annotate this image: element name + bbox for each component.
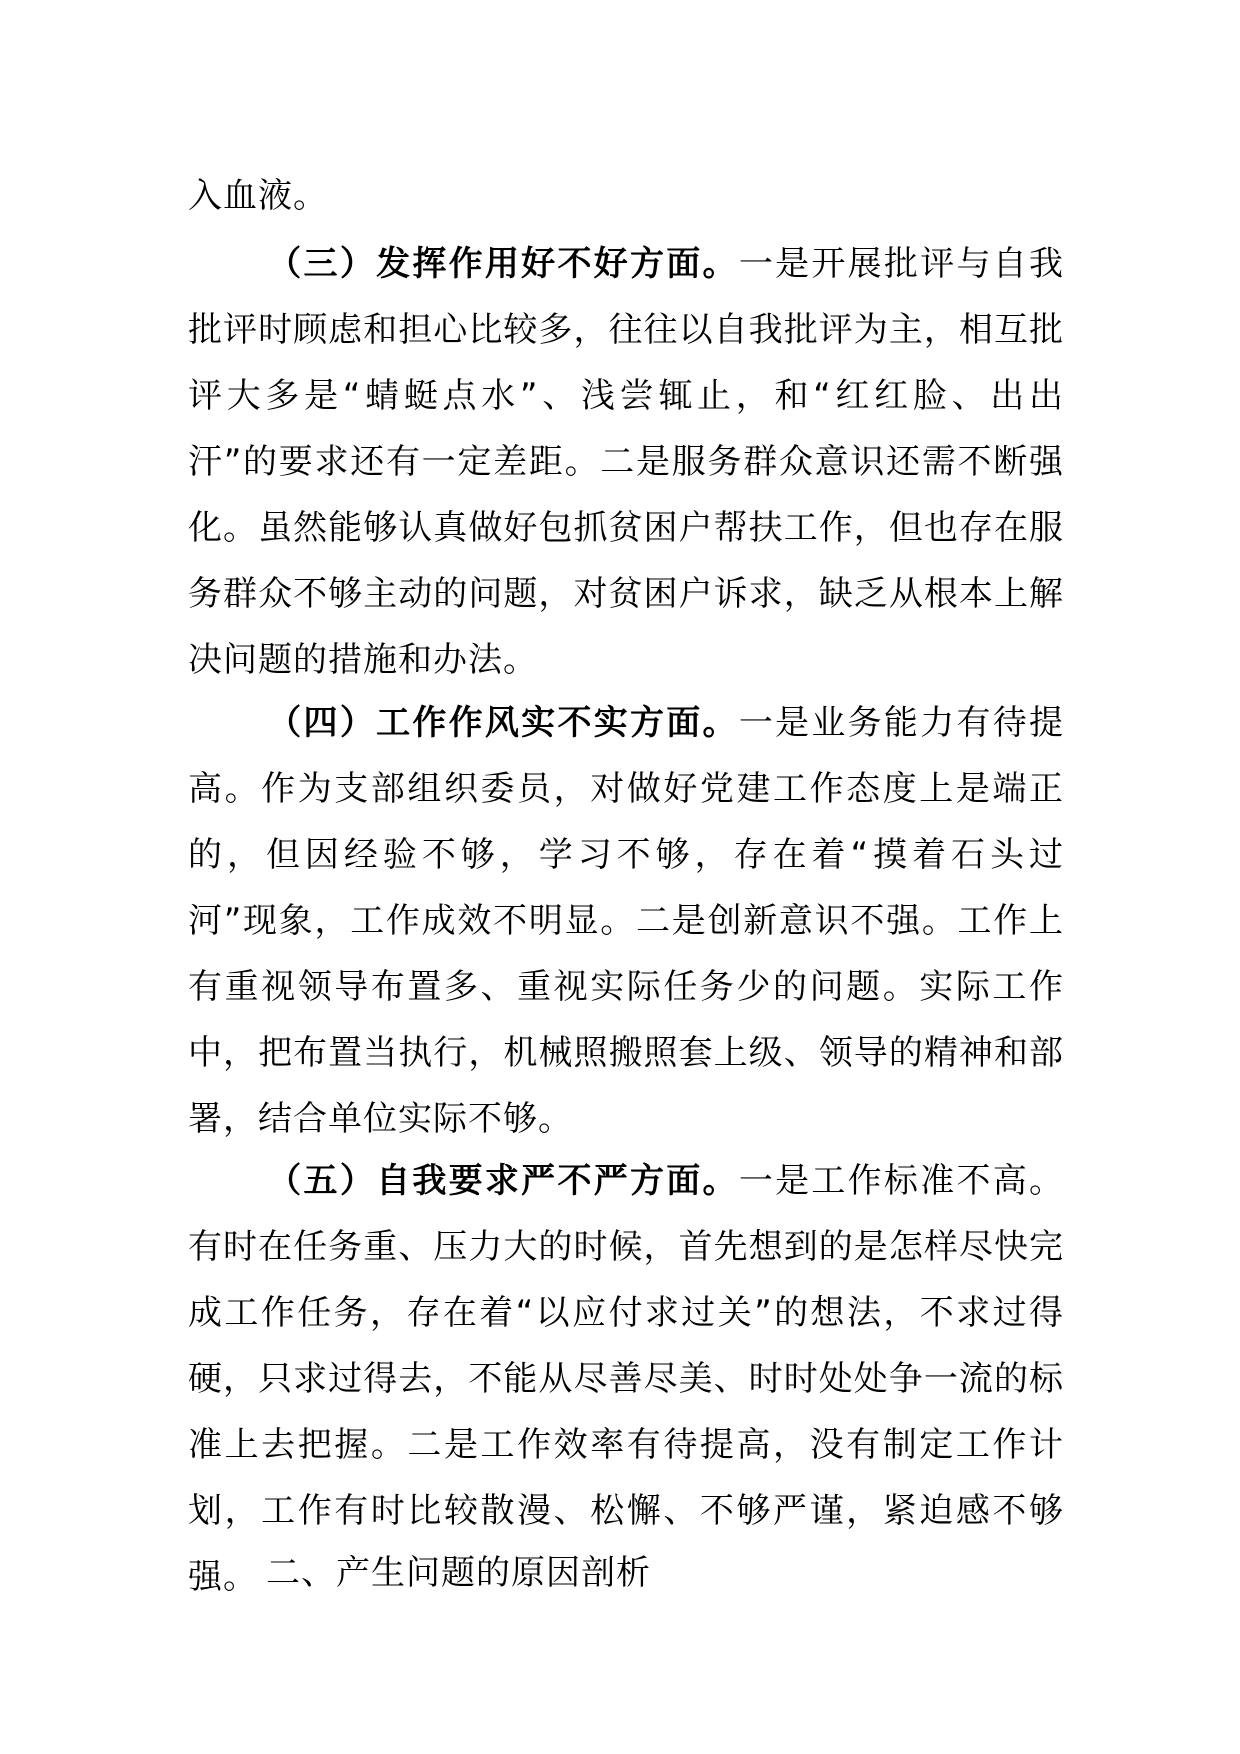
- paragraph-section-4: [188, 690, 1064, 1152]
- paragraph-section-3: [188, 231, 1064, 693]
- paragraph-continuation: [188, 163, 1064, 229]
- section-heading: （四）工作作风实不实方面。: [266, 703, 739, 743]
- chapter-heading: [188, 1540, 1064, 1606]
- paragraph-text: 入血液。: [188, 176, 328, 216]
- paragraph-text: 一是工作标准不高。有时在任务重、压力大的时候，首先想到的是怎样尽快完成工作任务，存在着“以应付求过关”的想法，不求过得硬，只求过得去，不能从尽善尽美、时时处处争一流的标准上去把握。二是工作效率有待提高，没有制定工作计划，工作有时比较散漫、松懈、不够严谨，紧迫感不够强。: [188, 1161, 1065, 1597]
- section-heading: （五）自我要求严不严方面。: [266, 1161, 739, 1201]
- chapter-heading-text: 二、产生问题的原因剖析: [266, 1553, 651, 1593]
- paragraph-text: 一是开展批评与自我批评时顾虑和担心比较多，往往以自我批评为主，相互批评大多是“蜻蜓点水”、浅尝辄止，和“红红脸、出出汗”的要求还有一定差距。二是服务群众意识还需不断强化。虽然能够认真做好包抓贫困户帮扶工作，但也存在服务群众不够主动的问题，对贫困户诉求，缺乏从根本上解决问题的措施和办法。: [188, 244, 1065, 680]
- section-heading: （三）发挥作用好不好方面。: [266, 244, 739, 284]
- paragraph-text: 一是业务能力有待提高。作为支部组织委员，对做好党建工作态度上是端正的，但因经验不够，学习不够，存在着“摸着石头过河”现象，工作成效不明显。二是创新意识不强。工作上有重视领导布置多、重视实际任务少的问题。实际工作中，把布置当执行，机械照搬照套上级、领导的精神和部署，结合单位实际不够。: [188, 703, 1065, 1139]
